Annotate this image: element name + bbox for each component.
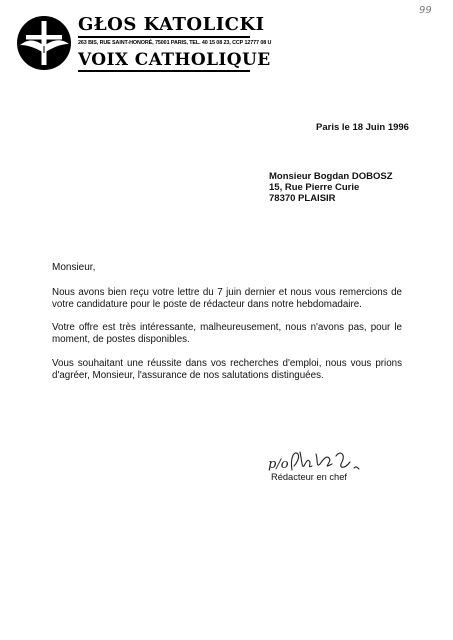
page-number-mark: 99 xyxy=(419,5,432,16)
recipient-city: 78370 PLAISIR xyxy=(269,193,336,205)
letterhead-rule-bottom xyxy=(78,70,250,72)
letterhead-rule xyxy=(78,36,250,38)
letterhead-address: 263 BIS, RUE SAINT-HONORÉ, 75001 PARIS, TEL. 40 15 08 23, CCP 12777 08 U xyxy=(78,40,272,46)
recipient-address xyxy=(269,171,393,205)
salutation: Monsieur, xyxy=(52,262,96,273)
body-paragraph: Nous avons bien reçu votre lettre du 7 juin dernier et nous vous remercions de votre candidature pour le poste de rédacteur dans notre hebdomadaire. xyxy=(52,287,402,310)
body-paragraph: Vous souhaitant une réussite dans vos recherches d'emploi, nous vous prions d'agréer, Monsieur, l'assurance de nos salutations distinguées. xyxy=(52,358,402,381)
letterhead-name-french: VOIX CATHOLIQUE xyxy=(78,50,271,70)
handwritten-signature xyxy=(266,440,386,476)
letterhead-name: GŁOS KATOLICKI xyxy=(78,14,265,35)
body-paragraph: Votre offre est très intéressante, malheureusement, nous n'avons pas, pour le moment, de postes disponibles. xyxy=(52,322,402,345)
signatory-title: Rédacteur en chef xyxy=(271,472,347,482)
recipient-street: 15, Rue Pierre Curie xyxy=(269,182,360,194)
dove-cross-logo-icon xyxy=(16,15,72,71)
recipient-name: Monsieur Bogdan DOBOSZ xyxy=(269,171,393,182)
letter-date: Paris le 18 Juin 1996 xyxy=(316,122,409,133)
signature-prefix: p/o xyxy=(268,457,289,472)
